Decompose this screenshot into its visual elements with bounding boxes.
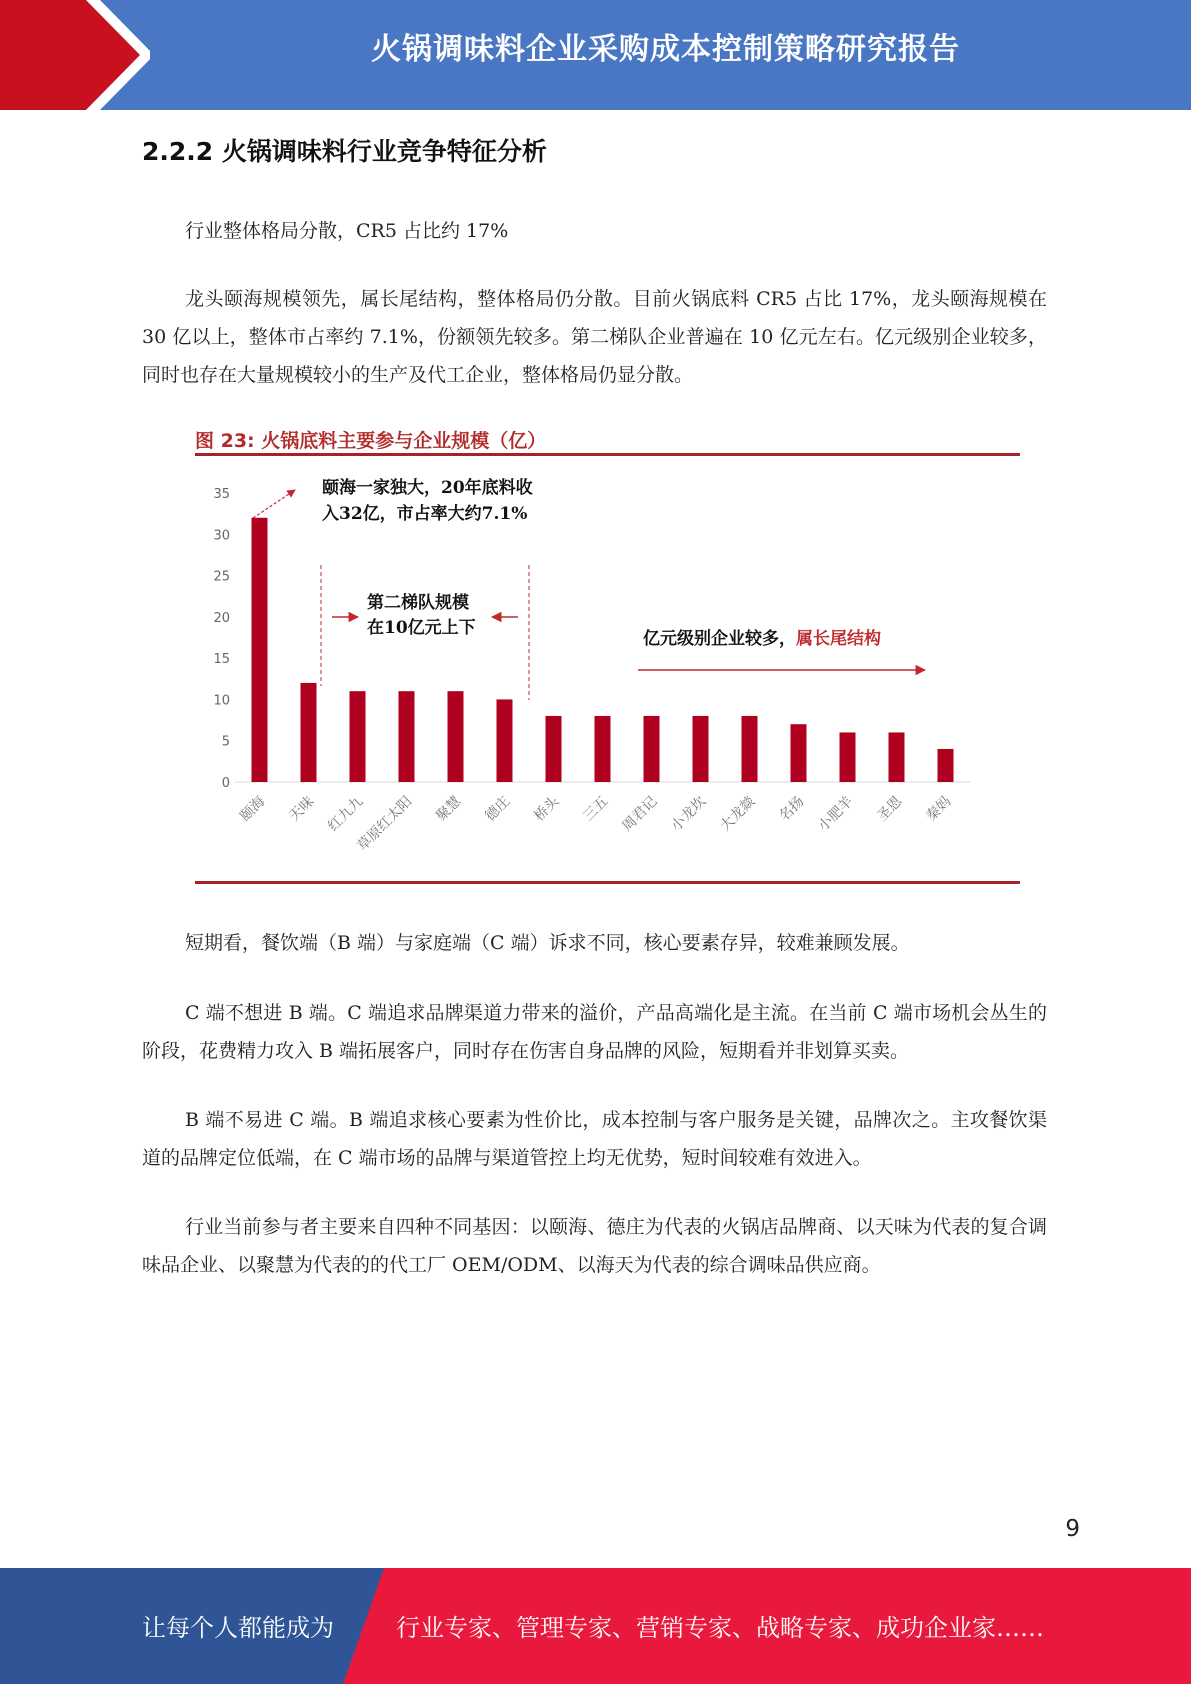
bar-草原红太阳	[399, 691, 415, 782]
paragraph-b-to-c: B 端不易进 C 端。B 端追求核心要素为性价比，成本控制与客户服务是关键，品牌次之。主攻餐饮渠道的品牌定位低端，在 C 端市场的品牌与渠道管控上均无优势，短时间较难有效进入。	[142, 1109, 1047, 1169]
header-bar	[0, 0, 1191, 110]
bar-chart	[195, 460, 1020, 880]
paragraph-c-to-b: C 端不想进 B 端。C 端追求品牌渠道力带来的溢价，产品高端化是主流。在当前 C 端市场机会丛生的阶段，花费精力攻入 B 端拓展客户，同时存在伤害自身品牌的风险，短期看并非划算买卖。	[142, 1002, 1047, 1062]
paragraph-short-term: 短期看，餐饮端（B 端）与家庭端（C 端）诉求不同，核心要素存异，较难兼顾发展。	[185, 932, 910, 954]
x-tick-label: 小龙坎	[668, 793, 710, 835]
x-tick-label: 德庄	[482, 793, 514, 825]
bar-聚慧	[448, 691, 464, 782]
section-heading: 2.2.2 火锅调味料行业竞争特征分析	[142, 137, 547, 166]
document-title: 火锅调味料企业采购成本控制策略研究报告	[371, 32, 960, 67]
y-tick-label: 25	[213, 569, 230, 585]
figure-top-rule	[195, 453, 1020, 456]
bar-名扬	[791, 724, 807, 782]
bar-红九九	[350, 691, 366, 782]
y-tick-label: 0	[221, 776, 230, 791]
x-tick-label: 三五	[580, 793, 612, 825]
annotation-leader-line1: 颐海一家独大，20年底料收	[322, 478, 533, 498]
bar-小龙坎	[693, 716, 709, 782]
bar-三五	[595, 716, 611, 782]
figure-title: 图 23: 火锅底料主要参与企业规模（亿）	[195, 430, 547, 452]
y-tick-label: 5	[221, 734, 230, 750]
figure-chart	[195, 420, 1020, 890]
y-tick-label: 30	[213, 528, 230, 544]
bar-秦妈	[938, 749, 954, 782]
annotation-long-tail-prefix: 亿元级别企业较多，	[643, 629, 796, 649]
footer-slogan-right: 行业专家、管理专家、营销专家、战略专家、成功企业家……	[396, 1614, 1044, 1642]
y-tick-label: 35	[213, 487, 230, 502]
x-tick-label: 天味	[286, 793, 318, 825]
x-tick-label: 聚慧	[433, 793, 465, 825]
x-tick-label: 红九九	[325, 793, 367, 835]
paragraph-summary: 行业整体格局分散，CR5 占比约 17%	[185, 220, 509, 242]
annotation-long-tail	[643, 628, 881, 649]
bar-颐海	[252, 518, 268, 782]
annotation-leader-line2: 入32亿，市占率大约7.1%	[322, 504, 528, 524]
x-tick-label: 名扬	[776, 793, 808, 825]
bar-小肥羊	[840, 732, 856, 782]
figure-bottom-rule	[195, 881, 1020, 884]
x-tick-label: 大龙燚	[717, 793, 759, 835]
bar-桥头	[546, 716, 562, 782]
bar-天味	[301, 683, 317, 782]
y-tick-label: 15	[213, 652, 230, 668]
page-number: 9	[1065, 1516, 1080, 1542]
footer-slogan-left: 让每个人都能成为	[142, 1614, 334, 1642]
annotation-second-tier-line2: 在10亿元上下	[367, 618, 476, 638]
bar-德庄	[497, 699, 513, 782]
x-tick-label: 小肥羊	[815, 793, 857, 835]
annotation-second-tier-line1: 第二梯队规模	[367, 593, 469, 613]
bar-圣恩	[889, 732, 905, 782]
bar-周君记	[644, 716, 660, 782]
x-tick-label: 颐海	[237, 793, 269, 825]
leader-arrow	[253, 490, 295, 518]
y-tick-label: 10	[213, 693, 230, 709]
header-chevron-decoration	[0, 0, 150, 110]
x-tick-label: 圣恩	[874, 793, 906, 825]
x-tick-label: 秦妈	[923, 793, 955, 825]
bar-大龙燚	[742, 716, 758, 782]
paragraph-leader: 龙头颐海规模领先，属长尾结构，整体格局仍分散。目前火锅底料 CR5 占比 17%，龙头颐海规模在 30 亿以上，整体市占率约 7.1%，份额领先较多。第二梯队企业普遍在 10 亿元左右。亿元级别企业较多，同时也存在大量规模较小的生产及代工企业，整体格局仍显分散。	[142, 288, 1047, 386]
y-tick-label: 20	[213, 610, 230, 626]
x-tick-label: 桥头	[531, 793, 563, 825]
x-tick-label: 草原红太阳	[354, 793, 416, 855]
annotation-long-tail-highlight: 属长尾结构	[796, 629, 881, 649]
x-tick-label: 周君记	[619, 793, 661, 835]
paragraph-participants: 行业当前参与者主要来自四种不同基因：以颐海、德庄为代表的火锅店品牌商、以天味为代表的复合调味品企业、以聚慧为代表的的代工厂 OEM/ODM、以海天为代表的综合调味品供应商。	[142, 1216, 1047, 1276]
